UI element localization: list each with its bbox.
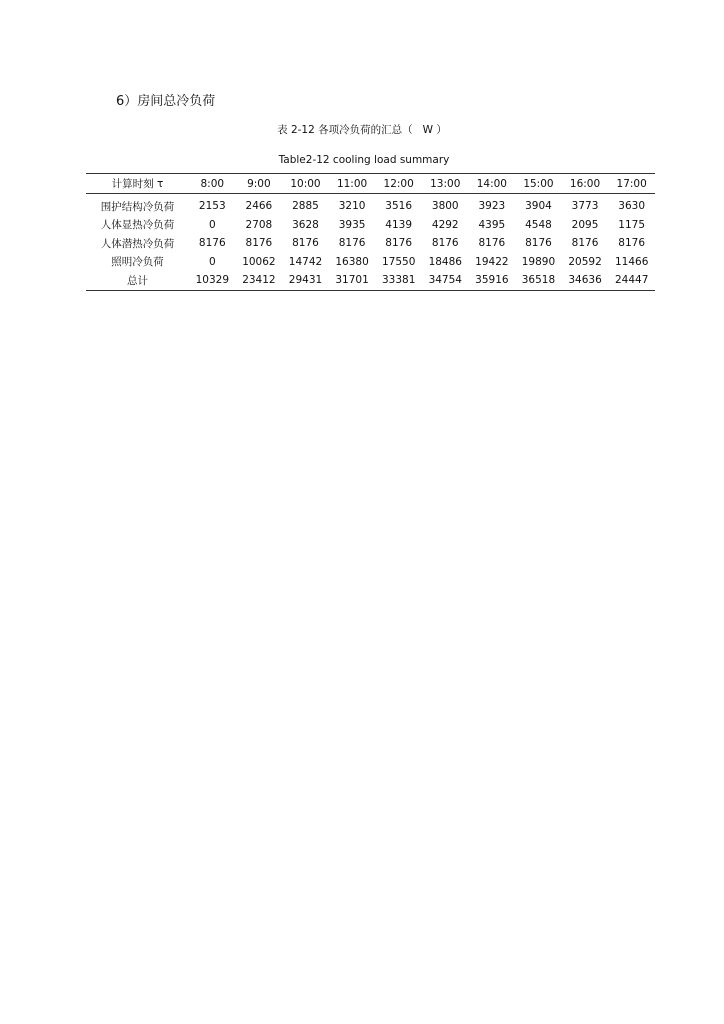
table-cell: 8176 [198, 237, 226, 250]
table-cell: 16380 [335, 255, 369, 268]
table-cell: 8176 [385, 237, 413, 250]
table-cell: 19890 [521, 255, 556, 268]
table-cell: 36518 [521, 274, 556, 287]
table-cell: 10062 [242, 255, 276, 268]
table-cell: 4139 [385, 218, 413, 231]
row-label: 围护结构冷负荷 [100, 200, 175, 213]
table-cell: 3904 [525, 200, 552, 213]
table-cell: 24447 [614, 274, 649, 287]
section-heading: 6）房间总冷负荷 [116, 94, 216, 109]
table-cell: 11466 [614, 255, 649, 268]
table-row-total [86, 271, 655, 290]
table-cell: 8176 [292, 237, 319, 250]
table-cell: 2095 [571, 218, 599, 231]
row-label: 照明冷负荷 [111, 256, 164, 269]
table-cell: 10329 [195, 274, 229, 287]
table-cell: 8176 [245, 237, 273, 250]
header-cell-time: 8:00 [200, 177, 225, 190]
table-cell: 3628 [292, 218, 319, 231]
table-cell: 33381 [381, 274, 416, 287]
header-cell-time: 14:00 [476, 177, 507, 190]
header-cell-time: 10:00 [290, 177, 321, 190]
table-caption-chinese: 表 2-12 各项冷负荷的汇总（ W ） [277, 124, 447, 136]
row-label: 人体潜热冷负荷 [100, 237, 175, 250]
cooling-load-summary-table [86, 173, 655, 291]
table-cell: 35916 [475, 274, 509, 287]
table-cell: 23412 [242, 274, 276, 287]
table-header-row [86, 174, 655, 194]
table-cell: 3630 [618, 200, 646, 213]
header-cell-time: 13:00 [430, 177, 461, 190]
table-cell: 4395 [478, 218, 506, 231]
header-cell-time: 16:00 [569, 177, 601, 190]
table-cell: 29431 [288, 274, 323, 287]
table-cell: 2153 [198, 200, 226, 213]
table-cell: 1175 [618, 218, 646, 231]
header-cell-time: 12:00 [383, 177, 414, 190]
table-cell: 2885 [292, 200, 319, 213]
table-cell: 34636 [568, 274, 602, 287]
table-cell: 8176 [571, 237, 599, 250]
table-row-latent-heat-load [86, 234, 655, 253]
table-cell: 34754 [428, 274, 462, 287]
table-row-lighting-load [86, 253, 655, 272]
table-cell: 18486 [428, 255, 462, 268]
table-caption-english: Table2-12 cooling load summary [278, 154, 450, 166]
table-cell: 3773 [571, 200, 599, 213]
table-cell: 8176 [478, 237, 506, 250]
header-cell-calc-time: 计算时刻 τ [111, 178, 164, 190]
header-cell-time: 17:00 [616, 177, 647, 190]
header-cell-time: 11:00 [336, 177, 368, 190]
header-cell-time: 15:00 [523, 177, 554, 190]
table-cell: 20592 [568, 255, 602, 268]
table-cell: 31701 [335, 274, 369, 287]
table-cell: 8176 [431, 237, 459, 250]
table-cell: 2466 [245, 200, 273, 213]
table-cell: 8176 [618, 237, 646, 250]
table-cell: 0 [208, 218, 216, 231]
table-cell: 4548 [525, 218, 552, 231]
table-cell: 8176 [525, 237, 552, 250]
table-row-sensible-heat-load [86, 216, 655, 235]
table-cell: 3210 [338, 200, 366, 213]
table-cell: 2708 [245, 218, 273, 231]
table-cell: 3935 [338, 218, 366, 231]
row-label: 人体显热冷负荷 [100, 219, 175, 232]
table-cell: 4292 [431, 218, 459, 231]
table-cell: 14742 [288, 255, 323, 268]
table-cell: 17550 [381, 255, 416, 268]
table-row-envelope-load [86, 194, 655, 216]
table-cell: 3923 [478, 200, 506, 213]
header-cell-time: 9:00 [247, 177, 271, 190]
table-cell: 0 [208, 255, 216, 268]
table-cell: 3516 [385, 200, 413, 213]
table-cell: 8176 [338, 237, 366, 250]
table-cell: 19422 [475, 255, 509, 268]
table-cell: 3800 [431, 200, 459, 213]
row-label: 总计 [127, 274, 148, 287]
